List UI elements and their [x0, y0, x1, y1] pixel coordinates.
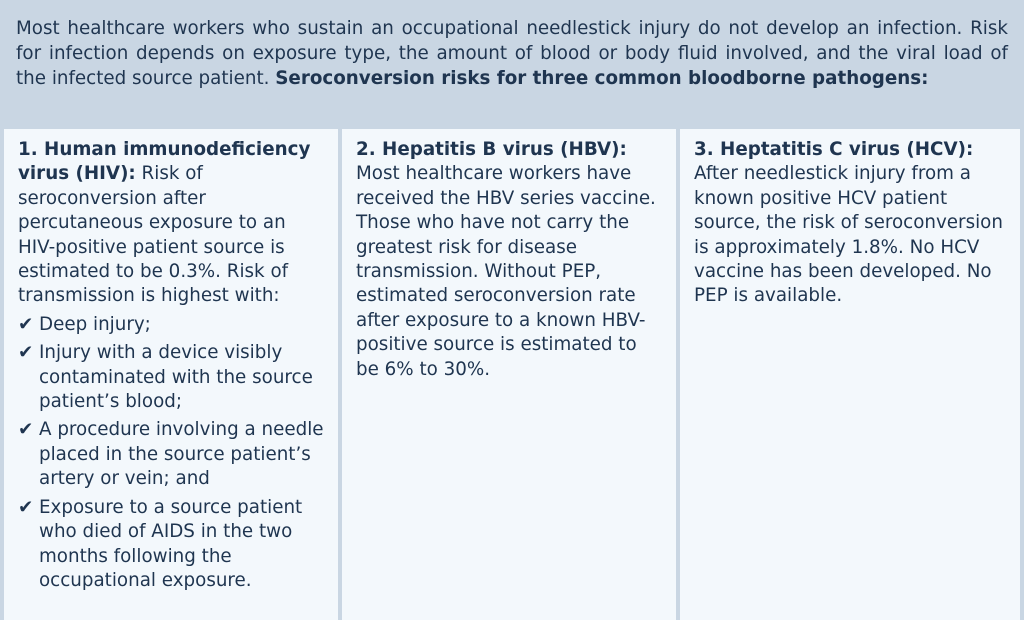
hiv-body: Risk of seroconversion after percutaneous exposure to an HIV-positive patient source is estimated to be 0.3%. Risk of transmission is highest with: — [18, 163, 289, 307]
risk-item-text: Deep injury; — [39, 313, 151, 335]
check-icon: ✔ — [18, 342, 34, 364]
risk-item — [18, 418, 326, 491]
risk-item — [18, 341, 326, 414]
risk-item — [18, 313, 326, 337]
risk-item-text: A procedure involving a needle placed in the source patient’s artery or vein; and — [39, 419, 324, 490]
risk-item-text: Exposure to a source patient who died of AIDS in the two months following the occupational exposure. — [39, 496, 303, 591]
intro-paragraph — [0, 0, 1024, 126]
check-icon: ✔ — [18, 313, 34, 335]
check-icon: ✔ — [18, 419, 34, 441]
intro-bold-text: Seroconversion risks for three common bloodborne pathogens: — [275, 68, 929, 89]
hiv-risk-list — [18, 313, 326, 593]
hcv-heading: 3. Heptatitis C virus (HCV): — [694, 139, 974, 160]
hcv-column — [680, 129, 1020, 620]
hbv-heading: 2. Hepatitis B virus (HBV): — [356, 139, 627, 160]
hiv-heading: 1. Human immunodeficiency virus (HIV): — [18, 139, 311, 185]
hiv-column — [4, 129, 338, 620]
intro-text: Most healthcare workers who sustain an occupational needlestick injury do not develop an infection. Risk for infection depends on exposure type, the amount of blood or body fluid involved, and the viral load of the infected source patient. — [16, 18, 1008, 89]
hbv-column — [342, 129, 676, 620]
hcv-body: After needlestick injury from a known positive HCV patient source, the risk of seroconversion is approximately 1.8%. No HCV vaccine has been developed. No PEP is available. — [694, 163, 1003, 307]
check-icon: ✔ — [18, 496, 34, 518]
pathogen-columns — [4, 129, 1020, 620]
risk-item-text: Injury with a device visibly contaminated with the source patient’s blood; — [39, 342, 313, 413]
risk-item — [18, 496, 326, 594]
hbv-body: Most healthcare workers have received the HBV series vaccine. Those who have not carry the greatest risk for disease transmission. Without PEP, estimated seroconversion rate after exposure to a known HBV-positive source is estimated to be 6% to 30%. — [356, 163, 656, 380]
